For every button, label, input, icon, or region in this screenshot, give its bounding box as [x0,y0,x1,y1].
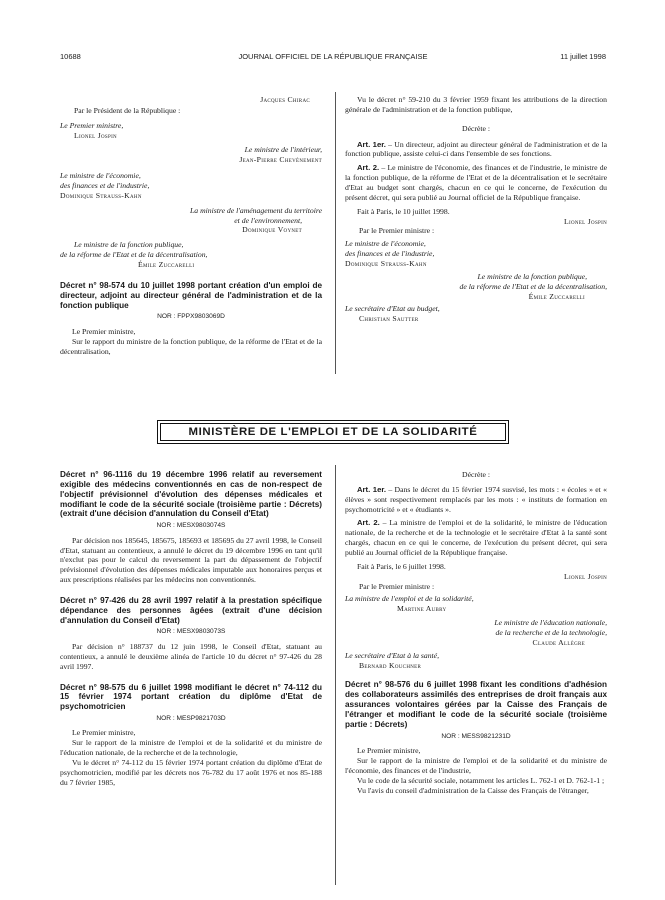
amenagement-title-2: et de l'environnement, [234,215,302,225]
article-1 [345,140,607,160]
top-right-column [345,95,607,324]
article-2 [345,163,607,202]
top-left-column [60,95,322,356]
amenagement-name: Dominique Voynet [242,225,302,235]
emploi-name: Martine Aubry [397,604,447,614]
pm-name: Lionel Jospin [74,130,117,140]
pm-title: Le Premier ministre, [60,120,124,130]
fonction-title-1: Le ministre de la fonction publique, [74,240,184,250]
issue-date: 11 juillet 1998 [560,52,606,61]
article-2-b-text: – La ministre de l'emploi et de la solidarité, le ministre de l'éducation nationale, de la recherche et de la technologie et le secrétaire d'Etat à la santé sont chargés, chacun en ce qui le concerne, de l'exécution du présent décret, qui sera publié au Journal officiel de la République française. [345,518,607,558]
par-le-pm-2: Par le Premier ministre : [359,581,435,591]
column-divider-bottom [335,465,336,885]
economie-title-r2: des finances et de l'industrie, [345,249,435,259]
fonction-title-r1: Le ministre de la fonction publique, [477,271,587,281]
fonction-name: Émile Zuccarelli [138,260,195,270]
article-1-b-label: Art. 1er. [357,484,387,494]
decrete-2: Décrète : [462,470,490,479]
interieur-title: Le ministre de l'intérieur, [244,145,322,155]
economie-title-1: Le ministre de l'économie, [60,171,141,181]
article-2-label: Art. 2. [357,163,380,173]
decrete-1: Décrète : [462,123,490,133]
decree-98-576-nor: NOR : MESS9821231D [441,732,511,740]
economie-name: Dominique Strauss-Kahn [60,190,142,200]
economie-title-r1: Le ministre de l'économie, [345,239,426,249]
education-title-1: Le ministre de l'éducation nationale, [494,618,607,628]
pm-signature-1: Lionel Jospin [564,216,607,226]
decree-98-575-vu: Vu le décret n° 74-112 du 15 février 1974 portant création du diplôme d'Etat de psychomotricien, modifié par les décrets nos 76-782 du 17 août 1976 et nos 85-188 du 7 février 1985, [60,758,322,787]
education-name: Claude Allègre [532,637,585,647]
decree-96-1116-text: Par décision nos 185645, 185675, 185693 et 185695 du 27 avril 1998, le Conseil d'Etat, statuant au contentieux, a annulé le décret du 19 décembre 1996 en tant qu'il n'exclut pas pour le calcul du reversement la part du dépassement de l'objectif prévisionnel d'évolution des dépenses médicales imputable aux honoraires perçus et aux prescriptions réalisées par les médecins non conventionnés. [60,535,322,585]
article-2-b [345,518,607,557]
article-1-b-text: – Dans le décret du 15 février 1974 susvisé, les mots : « écoles » et « élèves » sont respectivement remplacés par les mots : « instituts de formation en psychomotricité » et « étudiants ». [345,484,607,514]
journal-title: JOURNAL OFFICIEL DE LA RÉPUBLIQUE FRANÇAISE [238,52,428,61]
article-1-b [345,485,607,515]
sante-name: Bernard Kouchner [359,660,422,670]
signature-chirac: Jacques Chirac [260,95,310,104]
decree-98-576-vu-2: Vu l'avis du conseil d'administration de la Caisse des Français de l'étranger, [357,785,589,795]
decree-98-575-title: Décret n° 98-575 du 6 juillet 1998 modifiant le décret n° 74-112 du 15 février 1974 portant création du diplôme d'Etat de psychomotricien [60,682,322,712]
interieur-name: Jean-Pierre Chevènement [239,155,322,165]
decree-97-426-text: Par décision n° 188737 du 12 juin 1998, le Conseil d'Etat, statuant au contentieux, a annulé le deuxième alinéa de l'article 10 du décret n° 97-426 du 28 avril 1997. [60,641,322,671]
decree-98-575-nor: NOR : MESP9821703D [156,715,226,723]
decree-96-1116-title: Décret n° 96-1116 du 19 décembre 1996 relatif au reversement exigible des médecins conventionnés en cas de non-respect de l'objectif prévisionnel d'évolution des dépenses médicales et modifiant le code de la sécurité sociale (troisième partie : Décrets) (extrait d'une décision d'annulation du Conseil d'Etat) [60,470,322,519]
fait-a-paris-1: Fait à Paris, le 10 juillet 1998. [357,206,450,216]
decree-97-426-nor: NOR : MESX9803073S [156,628,226,636]
decree-98-575-pm: Le Premier ministre, [72,728,136,738]
economie-title-2: des finances et de l'industrie, [60,181,150,191]
decree-98-575-rapport: Sur le rapport de la ministre de l'emploi et de la solidarité et du ministre de l'éducation nationale, de la recherche et de la technologie, [60,738,322,758]
decree-96-1116-nor: NOR : MESX9803074S [156,522,226,530]
decree-98-576-title: Décret n° 98-576 du 6 juillet 1998 fixant les conditions d'adhésion des collaborateurs assimilés des entreprises de droit français aux assurances volontaires gérées par la Caisse des Français de l'étranger et modifiant le code de la sécurité sociale (troisième partie : Décrets) [345,680,607,729]
decree-97-426-title: Décret n° 97-426 du 28 avril 1997 relatif à la prestation spécifique dépendance des personnes âgées (extrait d'une décision d'annulation du Conseil d'Etat) [60,595,322,625]
budget-title: Le secrétaire d'Etat au budget, [345,304,440,314]
par-le-pm-1: Par le Premier ministre : [359,226,435,236]
fonction-title-r2: de la réforme de l'Etat et de la décentralisation, [459,281,607,291]
column-divider-top [335,92,336,374]
article-1-text: – Un directeur, adjoint au directeur général de l'administration et de la fonction publique, assiste celui-ci dans l'ensemble de ses fonctions. [345,139,607,159]
decree-98-574-nor: NOR : FPPX9803069D [157,313,225,321]
article-2-text: – Le ministre de l'économie, des finances et de l'industrie, le ministre de la fonction publique, de la réforme de l'Etat et de la décentralisation et le secrétaire d'Etat au budget sont chargés, chacun en ce qui le concerne, de l'exécution du présent décret, qui sera publié au Journal officiel de la République française. [345,163,607,202]
bottom-left-column [60,470,322,788]
decree-98-574-pm: Le Premier ministre, [72,326,136,336]
sante-title: Le secrétaire d'Etat à la santé, [345,650,440,660]
page-number: 10688 [60,52,81,61]
article-1-label: Art. 1er. [357,139,386,149]
article-2-b-label: Art. 2. [357,518,380,528]
budget-name: Christian Sautter [359,314,419,324]
amenagement-title-1: La ministre de l'aménagement du territoire [190,205,322,215]
par-le-president: Par le Président de la République : [74,105,181,115]
decree-98-574-title: Décret n° 98-574 du 10 juillet 1998 portant création d'un emploi de directeur, adjoint au directeur général de l'administration et de la fonction publique [60,280,322,310]
fonction-title-2: de la réforme de l'Etat et de la décentralisation, [60,250,208,260]
emploi-title: La ministre de l'emploi et de la solidarité, [345,594,474,604]
decree-98-576-rapport: Sur le rapport de la ministre de l'emploi et de la solidarité et du ministre de l'économie, des finances et de l'industrie, [345,755,607,775]
education-title-2: de la recherche et de la technologie, [495,628,607,638]
economie-name-r: Dominique Strauss-Kahn [345,259,427,269]
pm-signature-2: Lionel Jospin [564,571,607,581]
decree-98-574-rapport: Sur le rapport du ministre de la fonction publique, de la réforme de l'Etat et de la décentralisation, [60,336,322,356]
ministry-banner: MINISTÈRE DE L'EMPLOI ET DE LA SOLIDARITÉ [157,420,509,444]
fait-a-paris-2: Fait à Paris, le 6 juillet 1998. [357,561,446,571]
vu-decret-59-210: Vu le décret n° 59-210 du 3 février 1959 fixant les attributions de la direction générale de l'administration et de la fonction publique, [345,95,607,114]
decree-98-576-pm: Le Premier ministre, [357,746,421,756]
decree-98-576-vu-1: Vu le code de la sécurité sociale, notamment les articles L. 762-1 et D. 762-1-1 ; [357,775,605,785]
bottom-right-column [345,470,607,795]
fonction-name-r: Émile Zuccarelli [528,291,585,301]
